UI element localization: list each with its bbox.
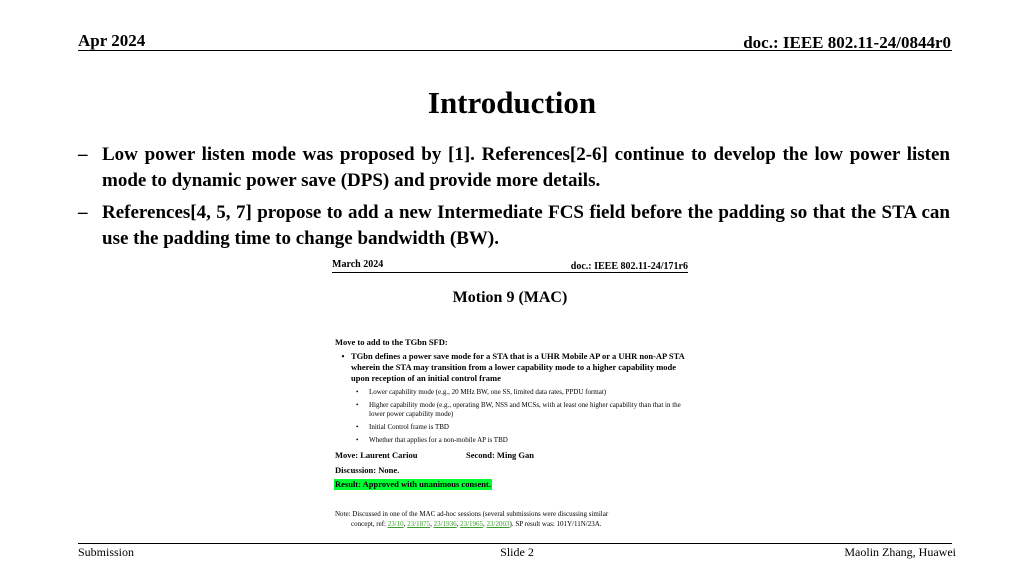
bullet-item <box>78 142 950 194</box>
header-date: Apr 2024 <box>78 31 146 50</box>
inset-result-highlight: Result: Approved with unanimous consent. <box>335 479 491 489</box>
inset-note <box>335 509 680 529</box>
inset-note-concept: concept, ref: <box>351 520 386 528</box>
inset-seconder: Second: Ming Gan <box>466 450 535 460</box>
inset-sub-item <box>356 423 686 432</box>
inset-note-refs-line: concept, ref: 23/10, 23/1875, 23/1936, 23/1965, 23/2003). SP result was: 101Y/11N/23A. <box>351 520 602 528</box>
ref-link[interactable]: 23/1875 <box>407 520 431 528</box>
ref-link[interactable]: 23/2003 <box>486 520 510 528</box>
header-doc-id: doc.: IEEE 802.11-24/0844r0 <box>743 33 951 52</box>
inset-sub-text: Initial Control frame is TBD <box>369 423 449 431</box>
inset-sub-item <box>356 388 686 397</box>
inset-sub-item <box>356 436 686 445</box>
inset-sub-item <box>356 401 686 419</box>
inset-title: Motion 9 (MAC) <box>452 289 568 306</box>
bullet-marker: – <box>78 202 88 223</box>
inset-sub-text: Whether that applies for a non-mobile AP is TBD <box>369 436 508 444</box>
ref-link[interactable]: 23/10 <box>387 520 404 528</box>
bullet-text: Low power listen mode was proposed by [1]. References[2-6] continue to develop the low power listen mode to dynamic power save (DPS) and provide more details. <box>102 144 950 191</box>
bullet-text: References[4, 5, 7] propose to add a new Intermediate FCS field before the padding so that the STA can use the padding time to change bandwidth (BW). <box>102 202 950 249</box>
inset-sub-marker: • <box>356 436 359 444</box>
inset-date: March 2024 <box>332 259 384 270</box>
ref-link[interactable]: 23/1965 <box>460 520 484 528</box>
bullet-item <box>78 200 950 252</box>
inset-sub-marker: • <box>356 388 359 396</box>
inset-discussion: Discussion: None. <box>335 465 400 475</box>
slide-title: Introduction <box>427 85 597 120</box>
embedded-slide-image <box>330 258 690 530</box>
inset-sub-marker: • <box>356 401 359 409</box>
inset-rule <box>332 272 688 273</box>
inset-main-text: TGbn defines a power save mode for a STA that is a UHR Mobile AP or a UHR non-AP STA wherein the STA may transition from a lower capability mode to a higher capability mode upon reception of an initial control frame <box>351 351 685 383</box>
inset-mover: Move: Laurent Cariou <box>335 450 418 460</box>
inset-doc-id: doc.: IEEE 802.11-24/171r6 <box>570 261 688 272</box>
inset-sub-text: Higher capability mode (e.g., operating BW, NSS and MCSs, with at least one higher capability than that in the lower power capability mode) <box>369 401 681 418</box>
inset-move-heading: Move to add to the TGbn SFD: <box>335 337 448 347</box>
footer-submission: Submission <box>78 545 135 559</box>
inset-sub-text: Lower capability mode (e.g., 20 MHz BW, one SS, limited data rates, PPDU format) <box>369 388 607 396</box>
header-rule <box>78 50 952 51</box>
bullet-marker: – <box>78 144 88 165</box>
ref-link[interactable]: 23/1936 <box>433 520 457 528</box>
inset-note-suffix: ). SP result was: 101Y/11N/23A. <box>509 520 602 528</box>
inset-main-marker: • <box>341 351 345 361</box>
inset-note-prefix: Note: Discussed in one of the MAC ad-hoc sessions (several submissions were discussing similar <box>335 510 609 518</box>
inset-main-bullet <box>335 351 685 384</box>
footer-author: Maolin Zhang, Huawei <box>844 545 956 559</box>
inset-sub-marker: • <box>356 423 359 431</box>
footer-rule <box>78 543 952 544</box>
footer-slide-number: Slide 2 <box>500 545 534 559</box>
